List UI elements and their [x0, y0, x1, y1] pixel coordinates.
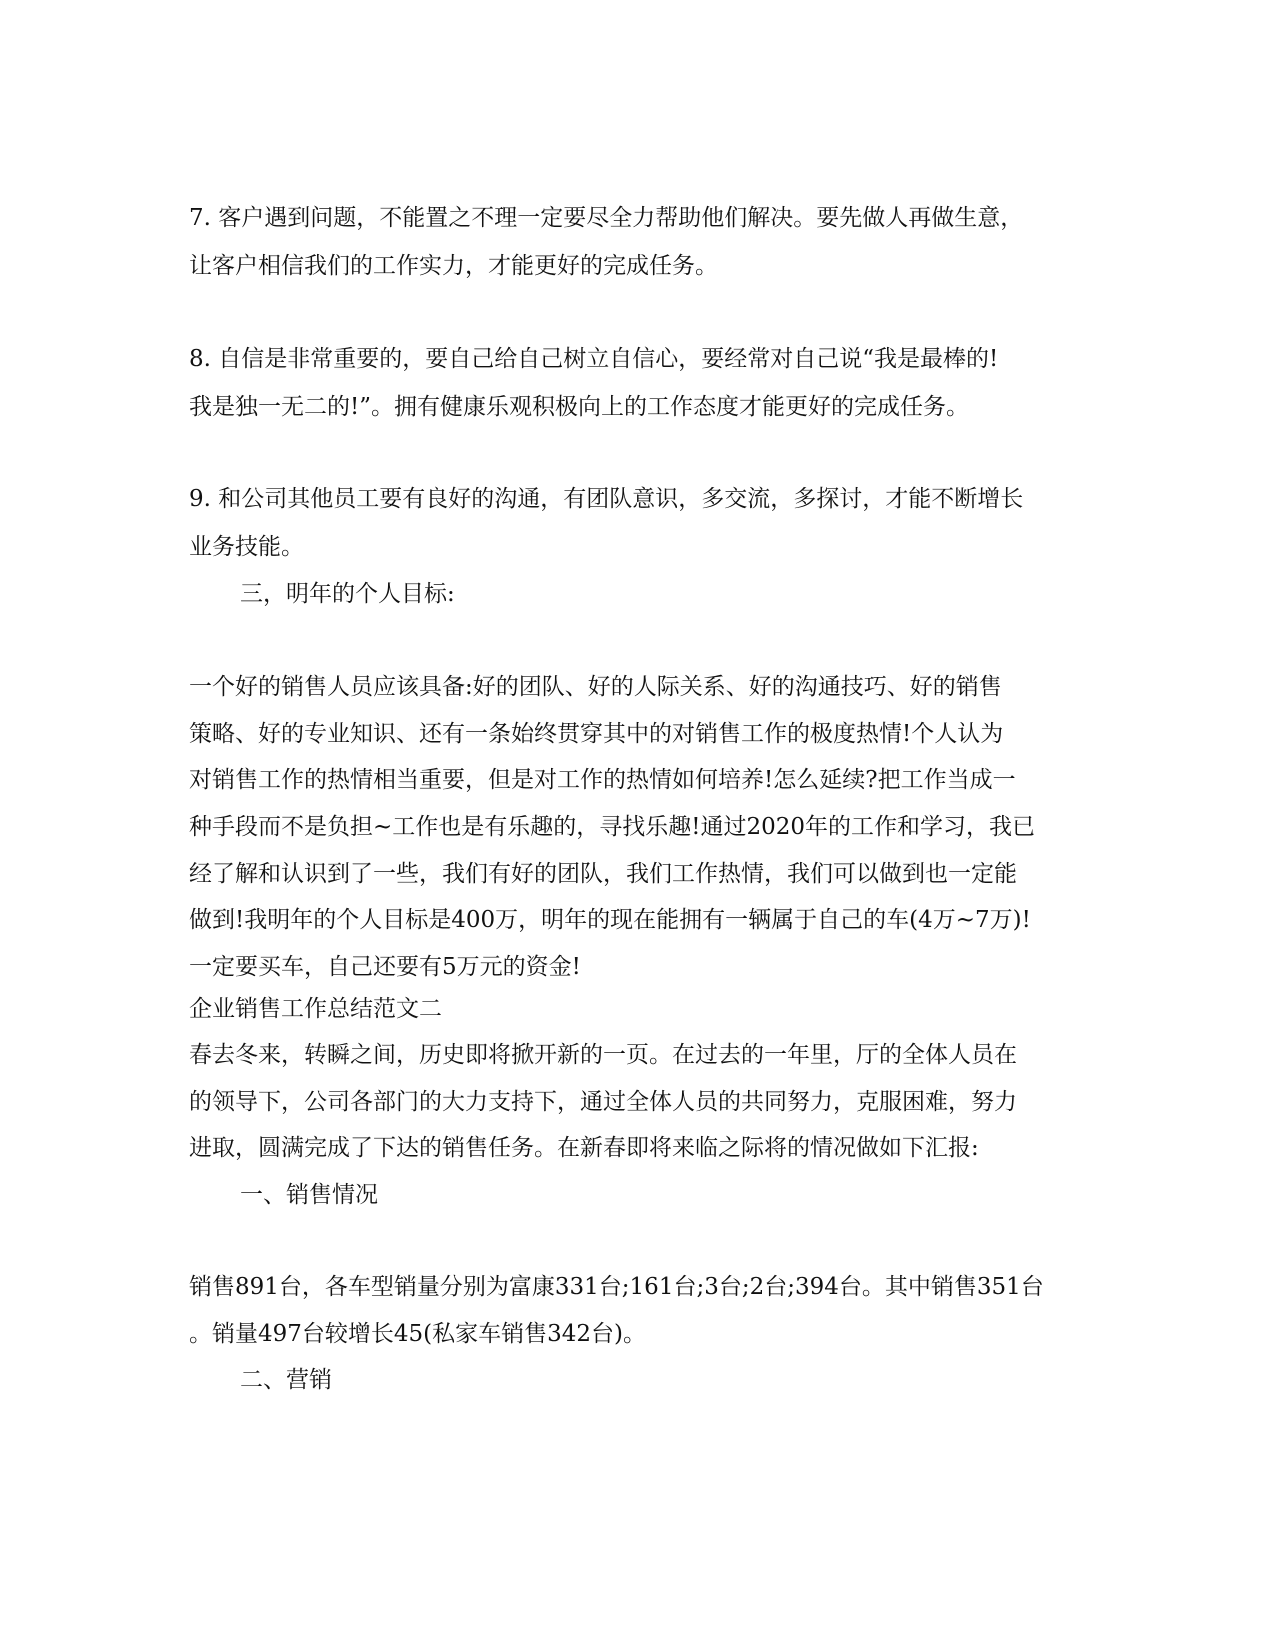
goals-line-4: 种手段而不是负担~工作也是有乐趣的，寻找乐趣!通过2020年的工作和学习，我已: [189, 814, 1036, 840]
item-9-line-2: 业务技能。: [189, 534, 304, 560]
sales-line-2: 。销量497台较增长45(私家车销售342台)。: [189, 1321, 647, 1347]
intro-line-3: 进取，圆满完成了下达的销售任务。在新春即将来临之际将的情况做如下汇报:: [189, 1135, 979, 1161]
section-2-heading: 二、营销: [240, 1367, 332, 1393]
goals-line-6: 做到!我明年的个人目标是400万，明年的现在能拥有一辆属于自己的车(4万~7万)!: [189, 907, 1031, 933]
section-3-heading: 三，明年的个人目标:: [240, 581, 455, 607]
item-7-line-2: 让客户相信我们的工作实力，才能更好的完成任务。: [189, 253, 718, 279]
goals-line-2: 策略、好的专业知识、还有一条始终贯穿其中的对销售工作的极度热情!个人认为: [189, 721, 1004, 747]
goals-line-3: 对销售工作的热情相当重要，但是对工作的热情如何培养!怎么延续?把工作当成一: [189, 767, 1016, 793]
essay-2-title: 企业销售工作总结范文二: [189, 996, 442, 1022]
section-1-heading: 一、销售情况: [240, 1182, 378, 1208]
sales-line-1: 销售891台，各车型销量分别为富康331台;161台;3台;2台;394台。其中销售351台: [189, 1274, 1044, 1300]
item-9-line-1: 9. 和公司其他员工要有良好的沟通，有团队意识，多交流，多探讨，才能不断增长: [189, 486, 1024, 512]
intro-line-2: 的领导下，公司各部门的大力支持下，通过全体人员的共同努力，克服困难，努力: [189, 1089, 1017, 1115]
intro-line-1: 春去冬来，转瞬之间，历史即将掀开新的一页。在过去的一年里，厅的全体人员在: [189, 1042, 1017, 1068]
item-7-line-1: 7. 客户遇到问题，不能置之不理一定要尽全力帮助他们解决。要先做人再做生意，: [189, 205, 1024, 231]
item-8-line-2: 我是独一无二的!”。拥有健康乐观积极向上的工作态度才能更好的完成任务。: [189, 394, 970, 420]
goals-line-7: 一定要买车，自己还要有5万元的资金!: [189, 954, 581, 980]
goals-line-1: 一个好的销售人员应该具备:好的团队、好的人际关系、好的沟通技巧、好的销售: [189, 674, 1002, 700]
goals-line-5: 经了解和认识到了一些，我们有好的团队，我们工作热情，我们可以做到也一定能: [189, 861, 1017, 887]
item-8-line-1: 8. 自信是非常重要的，要自己给自己树立自信心，要经常对自己说“我是最棒的!: [189, 346, 999, 372]
